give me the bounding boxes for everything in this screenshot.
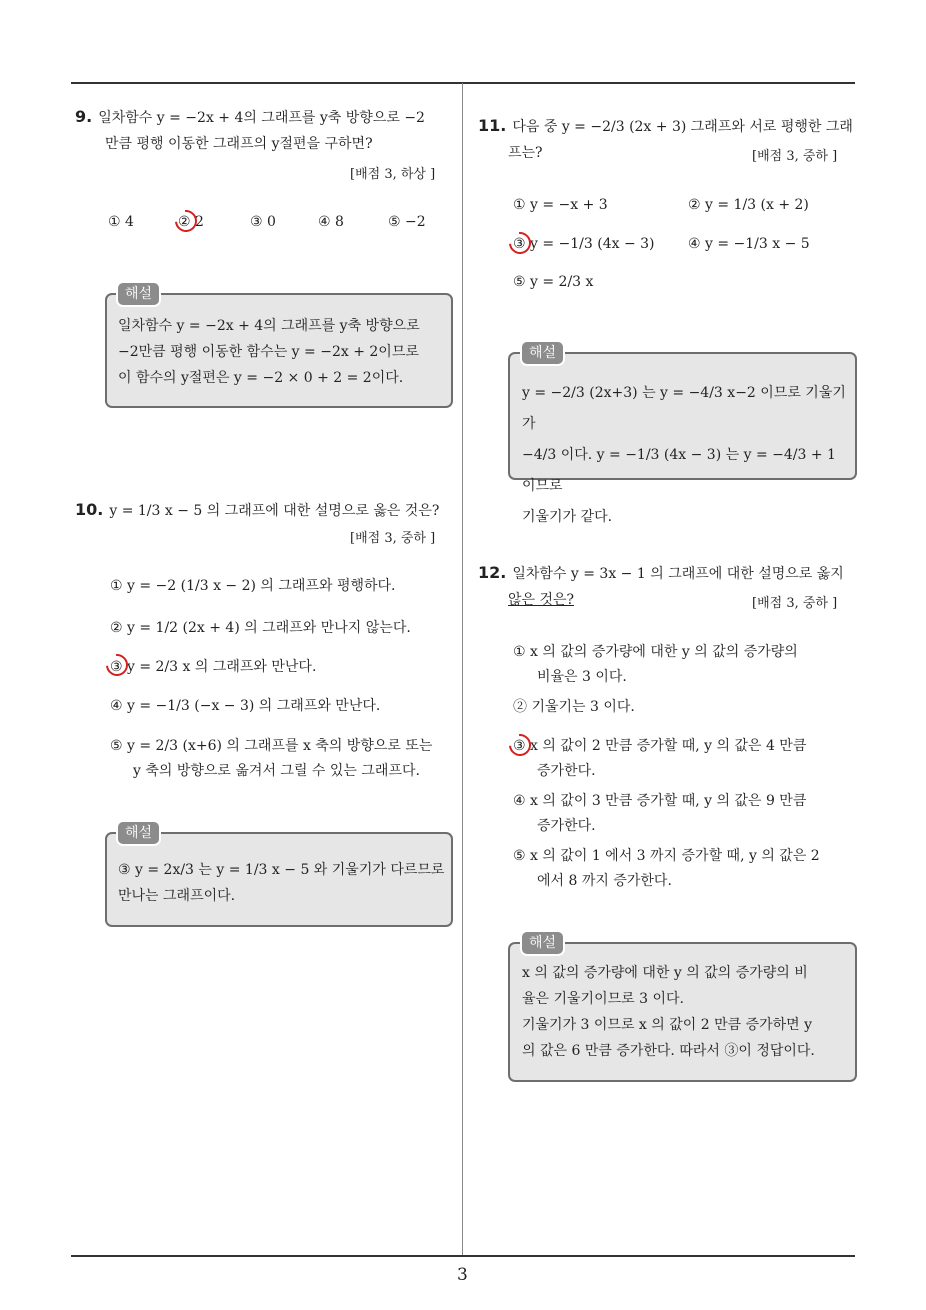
explanation-text [522,378,852,533]
option-1[interactable]: ① y = −x + 3 [513,197,608,213]
option-3[interactable]: ③ y = −1/3 (4x − 3) [513,236,655,252]
top-rule [71,82,855,84]
explanation-line: ③ y = 2x/3 는 y = 1/3 x − 5 와 기울기가 다르므로 [118,862,445,878]
bottom-rule [71,1255,855,1257]
score-meta: [배점 3, 하상 ] [350,167,436,182]
option-2[interactable]: ② 기울기는 3 이다. [513,699,635,715]
explanation-tag: 해설 [116,281,161,307]
explanation-line: 이 함수의 y절편은 y = −2 × 0 + 2 = 2이다. [118,370,404,386]
question-text: y = 1/3 x − 5 의 그래프에 대한 설명으로 옳은 것은? [109,503,440,519]
question-text: 않은 것은? [508,592,575,608]
option-5[interactable]: ⑤ y = 2/3 (x+6) 의 그래프를 x 축의 방향으로 또는 [110,738,433,754]
question-text: 만큼 평행 이동한 그래프의 y절편을 구하면? [105,136,373,152]
option-5-cont: 에서 8 까지 증가한다. [537,873,672,889]
question-number: 11. [478,116,507,135]
question-text: 일차함수 y = −2x + 4의 그래프를 y축 방향으로 −2 [98,110,425,126]
option-1[interactable]: ① y = −2 (1/3 x − 2) 의 그래프와 평행하다. [110,578,396,594]
question-9 [75,104,457,157]
explanation-line: x 의 값의 증가량에 대한 y 의 값의 증가량의 비 [522,965,808,981]
column-divider [462,83,463,1255]
option-4[interactable]: ④ 8 [318,214,344,230]
option-2[interactable]: ② y = 1/3 (x + 2) [688,197,809,213]
option-2[interactable]: ② 2 [178,214,204,230]
question-text: 일차함수 y = 3x − 1 의 그래프에 대한 설명으로 옳지 [512,566,844,582]
question-number: 10. [75,500,104,519]
option-5[interactable]: ⑤ −2 [388,214,426,230]
option-4-cont: 증가한다. [537,818,596,834]
page-number: 3 [457,1265,468,1285]
explanation-text [522,960,852,1064]
option-1-cont: 비율은 3 이다. [537,669,627,685]
explanation-line: −2만큼 평행 이동한 함수는 y = −2x + 2이므로 [118,344,419,360]
option-5[interactable]: ⑤ y = 2/3 x [513,274,594,290]
explanation-line: 만나는 그래프이다. [118,888,236,904]
question-number: 12. [478,563,507,582]
option-3[interactable]: ③ 0 [250,214,276,230]
option-3[interactable]: ③ y = 2/3 x 의 그래프와 만난다. [110,659,317,675]
option-1[interactable]: ① 4 [108,214,134,230]
explanation-line: 율은 기울기이므로 3 이다. [522,991,684,1007]
score-meta: [배점 3, 중하 ] [752,149,838,164]
explanation-line: 일차함수 y = −2x + 4의 그래프를 y축 방향으로 [118,318,420,334]
explanation-line: 기울기가 같다. [522,509,613,525]
explanation-text [118,313,448,391]
score-meta: [배점 3, 중하 ] [752,596,838,611]
explanation-tag: 해설 [520,930,565,956]
question-10 [75,497,457,524]
explanation-tag: 해설 [520,340,565,366]
option-2[interactable]: ② y = 1/2 (2x + 4) 의 그래프와 만나지 않는다. [110,620,411,636]
explanation-line: 의 값은 6 만큼 증가한다. 따라서 ③이 정답이다. [522,1043,815,1059]
option-1[interactable]: ① x 의 값의 증가량에 대한 y 의 값의 증가량의 [513,644,798,660]
explanation-text [118,857,448,909]
question-number: 9. [75,107,93,126]
option-5[interactable]: ⑤ x 의 값이 1 에서 3 까지 증가할 때, y 의 값은 2 [513,848,820,864]
explanation-line: 기울기가 3 이므로 x 의 값이 2 만큼 증가하면 y [522,1017,813,1033]
option-3-cont: 증가한다. [537,763,596,779]
option-3[interactable]: ③ x 의 값이 2 만큼 증가할 때, y 의 값은 4 만큼 [513,738,807,754]
question-text: 다음 중 y = −2/3 (2x + 3) 그래프와 서로 평행한 그래 [512,119,853,135]
explanation-line: −4/3 이다. y = −1/3 (4x − 3) 는 y = −4/3 + 1 이므로 [522,447,836,494]
option-5-cont: y 축의 방향으로 옮겨서 그릴 수 있는 그래프다. [133,763,420,779]
question-text: 프는? [508,145,543,161]
explanation-tag: 해설 [116,820,161,846]
option-4[interactable]: ④ x 의 값이 3 만큼 증가할 때, y 의 값은 9 만큼 [513,793,807,809]
option-4[interactable]: ④ y = −1/3 (−x − 3) 의 그래프와 만난다. [110,698,381,714]
score-meta: [배점 3, 중하 ] [350,531,436,546]
option-4[interactable]: ④ y = −1/3 x − 5 [688,236,810,252]
explanation-line: y = −2/3 (2x+3) 는 y = −4/3 x−2 이므로 기울기가 [522,385,846,432]
